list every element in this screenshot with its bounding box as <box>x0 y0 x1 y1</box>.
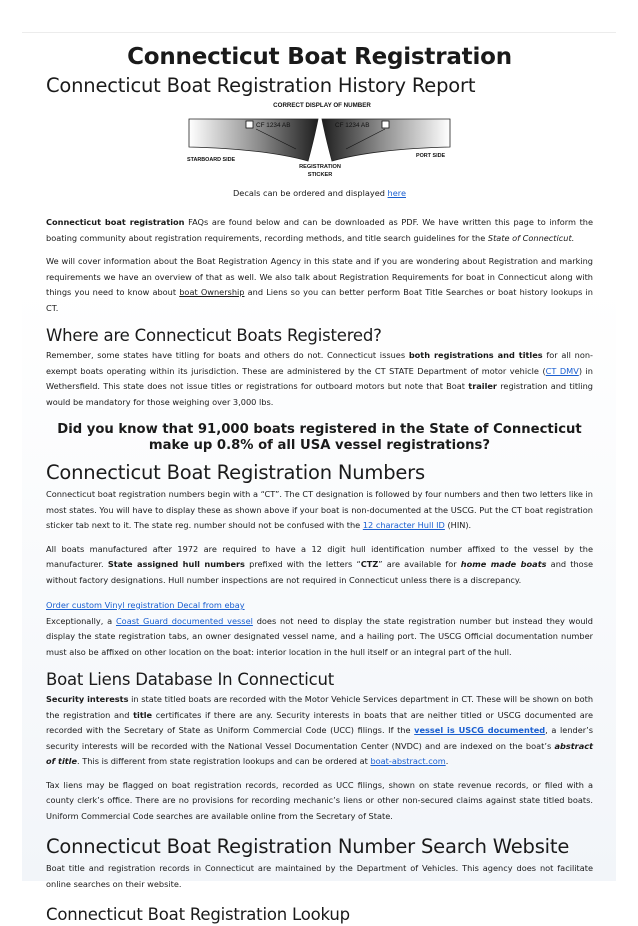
numbers-paragraph-1: Connecticut boat registration numbers begin with a “CT”. The CT designation is followed by four numbers and then two letters like in most states. You will have to display these as shown above if your boat is non-documented at the USCG. Put the CT boat registration sticker tab next to it. The state reg. number should not be confused with the 12 character Hull ID (HIN). <box>46 489 593 530</box>
sticker-box-right <box>382 121 389 128</box>
history-heading: Connecticut Boat Registration History Report <box>46 74 476 97</box>
uscg-documented-link[interactable]: vessel is USCG documented <box>414 725 546 735</box>
numbers-paragraph-3: Exceptionally, a Coast Guard documented vessel does not need to display the state registration number but instead they would display the state registration tabs, an owner designated vessel name, and a hailing port. The USCG Official documentation number must also be affixed on other location on the boat: interior location in the hull itself or an integral part of the hull. <box>46 615 593 657</box>
content-card <box>22 32 616 924</box>
where-heading: Where are Connecticut Boats Registered? <box>46 326 382 345</box>
liens-heading: Boat Liens Database In Connecticut <box>46 670 335 689</box>
article <box>46 41 593 926</box>
boat-abstract-link[interactable]: boat-abstract.com <box>370 756 446 766</box>
sticker-box-left <box>246 121 253 128</box>
decals-caption: Decals can be ordered and displayed here <box>232 188 406 198</box>
search-paragraph: Boat title and registration records in Connecticut are maintained by the Department of Vehicles. This agency does not facilitate online searches on their website. <box>46 863 593 889</box>
page-title: Connecticut Boat Registration <box>127 44 512 70</box>
intro-paragraph: Connecticut boat registration FAQs are found below and can be downloaded as PDF. We have written this page to inform the boating community about registration requirements, recording methods, and title search guidelines for the State of Connecticut. <box>46 217 594 243</box>
lookup-heading: Connecticut Boat Registration Lookup <box>46 905 350 924</box>
hull-id-link[interactable]: 12 character Hull ID <box>362 520 445 530</box>
search-heading: Connecticut Boat Registration Number Search Website <box>46 835 570 858</box>
overview-paragraph: We will cover information about the Boat Registration Agency in this state and if you are wondering about Registration and marking requirements we have an overview of that as well. We also talk about Registration Requirements for boat in Connecticut along with things you need to know about boat Ownership and Liens so you can better perform Boat Title Searches or boat history lookups in CT. <box>46 256 593 313</box>
port-label: PORT SIDE <box>416 153 446 159</box>
numbers-paragraph-2: All boats manufactured after 1972 are required to have a 12 digit hull identification number affixed to the vessel by the manufacturer. State assigned hull numbers prefixed with the letters “CTZ” are available for home made boats and those without factory designations. Hull number inspections are not required in Connecticut unless there is a discrepancy. <box>46 543 593 585</box>
ct-dmv-link[interactable]: CT DMV <box>545 365 579 376</box>
decals-here-link[interactable]: here <box>387 188 406 198</box>
order-decal-link[interactable]: Order custom Vinyl registration Decal from ebay <box>46 600 245 610</box>
starboard-hull <box>189 119 318 161</box>
numbers-heading: Connecticut Boat Registration Numbers <box>46 461 425 484</box>
boat-ownership-link[interactable]: boat Ownership <box>179 287 245 297</box>
where-paragraph: Remember, some states have titling for boats and others do not. Connecticut issues both registrations and titles for all non-exempt boats operating within its jurisdiction. These are administered by the CT STATE Department of motor vehicle (CT DMV) in Wethersfield. This state does not issue titles or registrations for outboard motors but note that Boat trailer registration and titling would be mandatory for those weighing over 3,000 lbs. <box>46 350 593 407</box>
right-reg-number: CF 1234 AB <box>335 122 370 129</box>
liens-paragraph-2: Tax liens may be flagged on boat registration records, recorded as UCC filings, shown on state revenue records, or filed with a county clerk’s office. There are no provisions for recording mechanic’s liens or other non-secured claims against state titled boats. Uniform Commercial Code searches are available online from the Secretary of State. <box>46 779 593 821</box>
boat-bow-illustration <box>46 99 593 183</box>
sticker-label-1: REGISTRATION <box>299 164 341 170</box>
starboard-label: STARBOARD SIDE <box>187 157 236 163</box>
diagram-heading: CORRECT DISPLAY OF NUMBER <box>273 102 371 109</box>
sticker-label-2: STICKER <box>307 172 333 178</box>
order-decal-line <box>46 598 593 614</box>
liens-paragraph-1: Security interests in state titled boats are recorded with the Motor Vehicle Services department in CT. These will be shown on both the registration and title certificates if there are any. Security interests in boats that are neither titled or USCG documented are recorded with the Secretary of State as Uniform Commercial Code (UCC) filings. If the vessel is USCG documented, a lender’s security interests will be recorded with the National Vessel Documentation Center (NVDC) and are indexed on the boat’s abstract of title. This is different from state registration lookups and can be ordered at boat-abstract.com. <box>46 694 594 766</box>
registration-diagram <box>46 99 593 183</box>
left-reg-number: CF 1234 AB <box>256 122 291 129</box>
stat-callout: Did you know that 91,000 boats registered in the State of Connecticut make up 0.8% of all USA vessel registrations? <box>57 422 582 453</box>
coast-guard-link[interactable]: Coast Guard documented vessel <box>115 615 253 626</box>
